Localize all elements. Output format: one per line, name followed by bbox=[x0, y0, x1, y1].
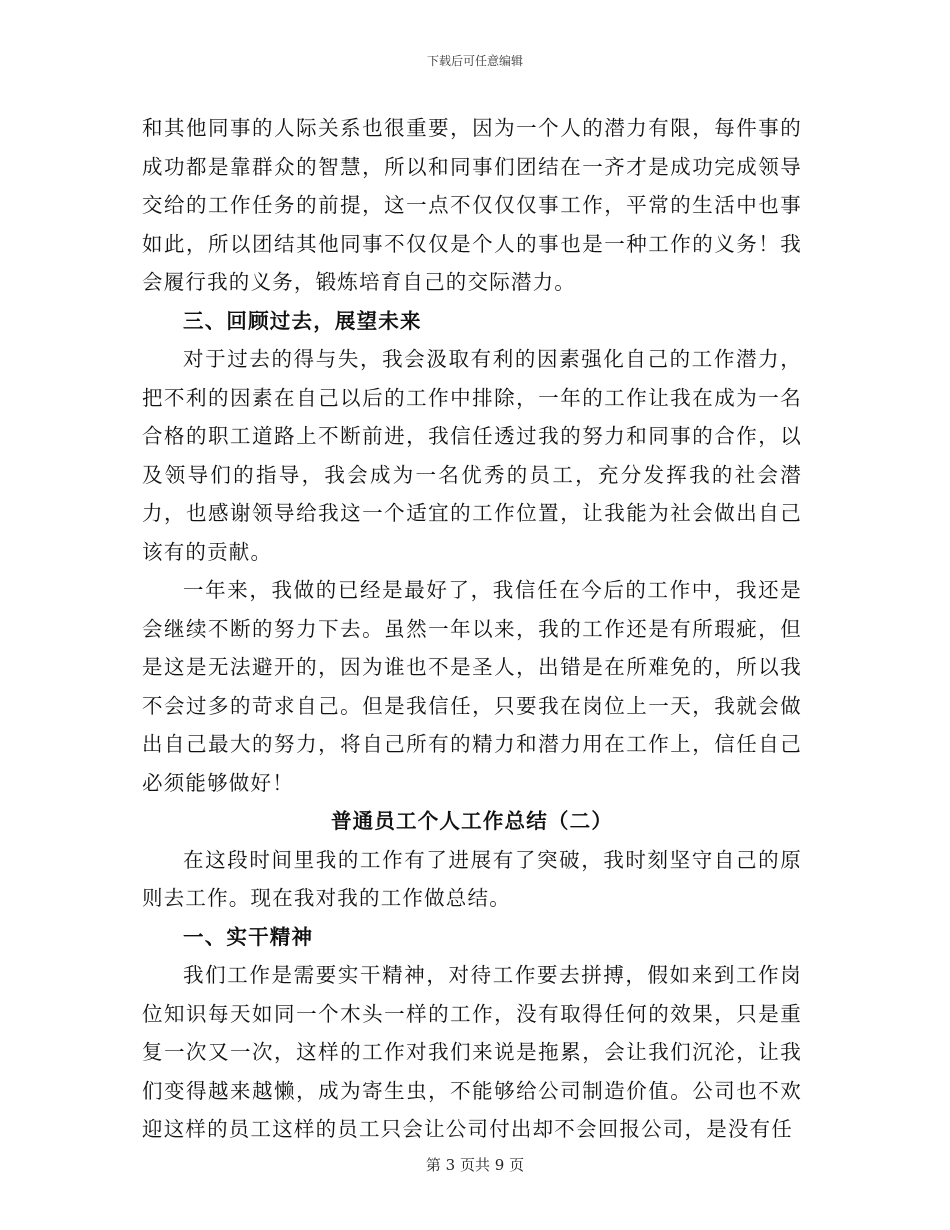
section-heading-review: 三、回顾过去，展望未来 bbox=[183, 308, 422, 333]
page-header: 下载后可任意编辑 bbox=[426, 54, 523, 68]
page-footer: 第 3 页共 9 页 bbox=[425, 1156, 525, 1174]
paragraph-practical-spirit: 我们工作是需要实干精神，对待工作要去拼搏，假如来到工作岗位知识每天如同一个木头一样的工作，没有取得任何的效果，只是重复一次又一次，这样的工作对我们来说是拖累，会让我们沉沦，让我们变得越来越懒，成为寄生虫，不能够给公司制造价值。公司也不欢迎这样的员工这样的员工只会让公司付出却不会回报公司，是没有任 bbox=[142, 963, 802, 1141]
section-heading-practical: 一、实干精神 bbox=[183, 924, 314, 949]
paragraph-year-summary: 一年来，我做的已经是最好了，我信任在今后的工作中，我还是会继续不断的努力下去。虽然一年以来，我的工作还是有所瑕疵，但是这是无法避开的，因为谁也不是圣人，出错是在所难免的，所以我不会过多的苛求自己。但是我信任，只要我在岗位上一天，我就会做出自己最大的努力，将自己所有的精力和潜力用在工作上，信任自己必须能够做好！ bbox=[142, 578, 802, 795]
document-title-two: 普通员工个人工作总结（二） bbox=[330, 809, 614, 833]
paragraph-past-gains: 对于过去的得与失，我会汲取有利的因素强化自己的工作潜力，把不利的因素在自己以后的工作中排除，一年的工作让我在成为一名合格的职工道路上不断前进，我信任透过我的努力和同事的合作，以及领导们的指导，我会成为一名优秀的员工，充分发挥我的社会潜力，也感谢领导给我这一个适宜的工作位置，让我能为社会做出自己该有的贡献。 bbox=[142, 347, 802, 564]
paragraph-interpersonal: 和其他同事的人际关系也很重要，因为一个人的潜力有限，每件事的成功都是靠群众的智慧，所以和同事们团结在一齐才是成功完成领导交给的工作任务的前提，这一点不仅仅仅事工作，平常的生活中也事如此，所以团结其他同事不仅仅是个人的事也是一种工作的义务！我会履行我的义务，锻炼培育自己的交际潜力。 bbox=[142, 116, 802, 294]
document-body bbox=[142, 109, 802, 1149]
paragraph-intro: 在这段时间里我的工作有了进展有了突破，我时刻坚守自己的原则去工作。现在我对我的工作做总结。 bbox=[142, 847, 802, 910]
